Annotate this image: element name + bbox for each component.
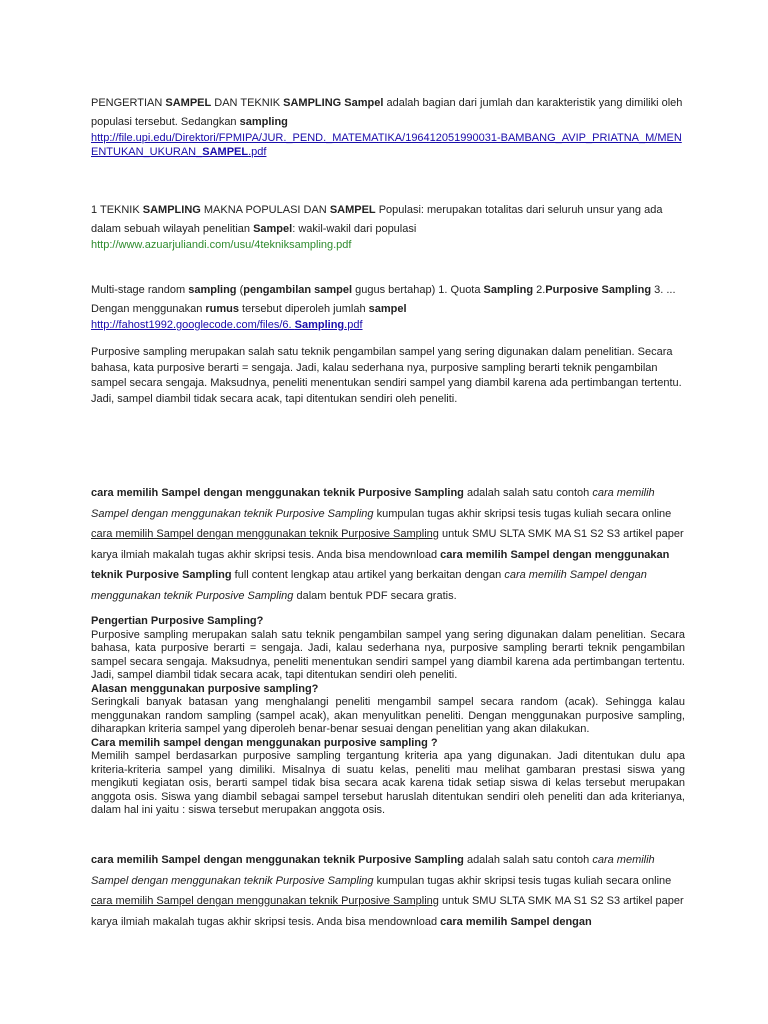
bold-text: SAMPLING Sampel	[283, 97, 384, 109]
bold-text: cara memilih Sampel dengan menggunakan teknik Purposive Sampling	[91, 548, 670, 581]
bold-text: cara memilih Sampel dengan menggunakan teknik Purposive Sampling	[91, 487, 464, 499]
text: (	[236, 284, 244, 296]
section-cara-memilih-2	[91, 850, 685, 932]
bold-text: pengambilan sampel	[243, 284, 353, 296]
text: kumpulan tugas akhir skripsi tesis tugas kuliah secara online	[373, 507, 672, 520]
italic-text: cara memilih Sampel dengan menggunakan teknik Purposive Sampling	[91, 569, 647, 602]
subheading: Alasan menggunakan purposive sampling?	[91, 682, 319, 695]
link-text: http://file.upi.edu/Direktori/FPMIPA/JUR._PEND._MATEMATIKA/196412051990031-BAMBANG_AVIP_PRIATNA_M/MENENTUKAN_UKURAN_	[91, 132, 682, 158]
text: PENGERTIAN	[91, 97, 166, 109]
link-text: .pdf	[344, 319, 363, 331]
underlined-text: cara memilih Sampel dengan menggunakan teknik Purposive Sampling	[91, 895, 439, 907]
text: untuk SMU SLTA SMK MA S1 S2 S3 artikel paper karya ilmiah makalah tugas akhir skripsi tesis. Anda bisa mendownload	[91, 528, 684, 561]
text: Populasi: merupakan totalitas dari seluruh unsur yang ada dalam sebuah wilayah penelitian	[91, 204, 663, 235]
paragraph	[91, 281, 685, 318]
pdf-link[interactable]	[91, 319, 363, 331]
subheading: Pengertian Purposive Sampling?	[91, 615, 264, 627]
bold-text: SAMPEL	[165, 97, 212, 109]
section-teknik-sampling	[91, 201, 685, 252]
bold-text: Sampling	[483, 284, 534, 296]
text: kumpulan tugas akhir skripsi tesis tugas kuliah secara online	[373, 874, 672, 887]
bold-text: SAMPLING	[142, 204, 201, 216]
paragraph: Memilih sampel berdasarkan purposive sampling tergantung kriteria apa yang digunakan. Jadi ditentukan dulu apa kriteria-kriteria sampel yang dimiliki. Misalnya di suatu kelas, peneliti mau melihat gambaran prestasi siswa yang mengikuti kegiatan osis, berarti sampel tidak bisa secara acak karena tidak setiap siswa di kelas tersebut merupakan anggota osis. Siswa yang diambil sebagai sampel tersebut haruslah ditentukan sendiri oleh peneliti dan ada kriterianya, dalam hal ini yaitu : siswa tersebut merupakan anggota osis.	[91, 750, 685, 816]
bold-text: sampling	[239, 115, 288, 128]
paragraph	[91, 201, 685, 238]
text: adalah bagian dari jumlah dan karakteristik yang dimiliki oleh populasi tersebut. Sedangkan	[91, 97, 683, 128]
bold-text: Purposive Sampling	[545, 284, 652, 296]
link-text: http://fahost1992.googlecode.com/files/6.	[91, 319, 295, 331]
text: gugus bertahap) 1. Quota	[352, 284, 484, 296]
text: : wakil-wakil dari populasi	[292, 222, 417, 235]
italic-text: cara memilih Sampel dengan menggunakan teknik Purposive Sampling	[91, 487, 655, 520]
text: adalah salah satu contoh	[463, 854, 593, 866]
bold-text: sampling	[188, 284, 237, 296]
text: DAN TEKNIK	[211, 97, 284, 109]
section-purposive-detail	[91, 615, 685, 818]
text: 1 TEKNIK	[91, 204, 143, 216]
paragraph: Seringkali banyak batasan yang menghalangi peneliti mengambil sampel secara random (acak). Sehingga kalau menggunakan random sampling (sampel acak), akan menyulitkan peneliti. Dengan menggunakan purposive sampling, diharapkan kriteria sampel yang diperoleh benar-benar sesuai dengan penelitian yang akan dilakukan.	[91, 696, 685, 735]
paragraph	[91, 850, 685, 932]
bold-text: rumus	[205, 302, 239, 315]
text: full content lengkap atau artikel yang berkaitan dengan	[231, 569, 505, 581]
text: untuk SMU SLTA SMK MA S1 S2 S3 artikel paper karya ilmiah makalah tugas akhir skripsi tesis. Anda bisa mendownload	[91, 895, 684, 928]
pdf-link[interactable]: http://www.azuarjuliandi.com/usu/4tekniksampling.pdf	[91, 239, 352, 251]
section-purposive-definition	[91, 345, 685, 407]
text: 2.	[533, 284, 546, 296]
subheading: Cara memilih sampel dengan menggunakan purposive sampling ?	[91, 736, 438, 749]
paragraph	[91, 483, 685, 606]
bold-text: Sampel	[253, 222, 293, 235]
paragraph: Purposive sampling merupakan salah satu teknik pengambilan sampel yang sering digunakan dalam penelitian. Secara bahasa, kata purposive berarti = sengaja. Jadi, kalau sederhana nya, purposive sampling berarti teknik pengambilan sampel secara sengaja. Maksudnya, peneliti menentukan sendiri sampel yang diambil karena ada pertimbangan tertentu. Jadi, sampel diambil tidak secara acak, tapi ditentukan sendiri oleh peneliti.	[91, 346, 682, 405]
text: tersebut diperoleh jumlah	[239, 302, 369, 315]
section-pengertian-sampel	[91, 94, 685, 159]
paragraph	[91, 94, 685, 131]
text: dalam bentuk PDF secara gratis.	[293, 589, 457, 602]
link-text-bold: SAMPEL	[202, 146, 249, 158]
bold-text: cara memilih Sampel dengan menggunakan teknik Purposive Sampling	[91, 854, 464, 866]
text: adalah salah satu contoh	[463, 487, 593, 499]
paragraph: Purposive sampling merupakan salah satu teknik pengambilan sampel yang sering digunakan dalam penelitian. Secara bahasa, kata purposive berarti = sengaja. Jadi, kalau sederhana nya, purposive sampling berarti teknik pengambilan sampel secara sengaja. Maksudnya, peneliti menentukan sendiri sampel yang diambil karena ada pertimbangan tertentu. Jadi, sampel diambil tidak secara acak, tapi ditentukan sendiri oleh peneliti.	[91, 628, 685, 681]
text: Multi-stage random	[91, 284, 189, 296]
section-multistage	[91, 281, 685, 332]
bold-text: SAMPEL	[329, 204, 376, 216]
text: MAKNA POPULASI DAN	[200, 204, 330, 216]
section-cara-memilih-1	[91, 483, 685, 606]
bold-text: sampel	[368, 302, 407, 315]
text: 3. ... Dengan menggunakan	[91, 284, 676, 315]
link-text-bold: Sampling	[294, 319, 345, 331]
underlined-text: cara memilih Sampel dengan menggunakan teknik Purposive Sampling	[91, 528, 439, 540]
pdf-link[interactable]	[91, 132, 682, 158]
link-text: .pdf	[248, 146, 267, 158]
bold-text: cara memilih Sampel dengan	[440, 915, 592, 928]
italic-text: cara memilih Sampel dengan menggunakan teknik Purposive Sampling	[91, 854, 655, 887]
